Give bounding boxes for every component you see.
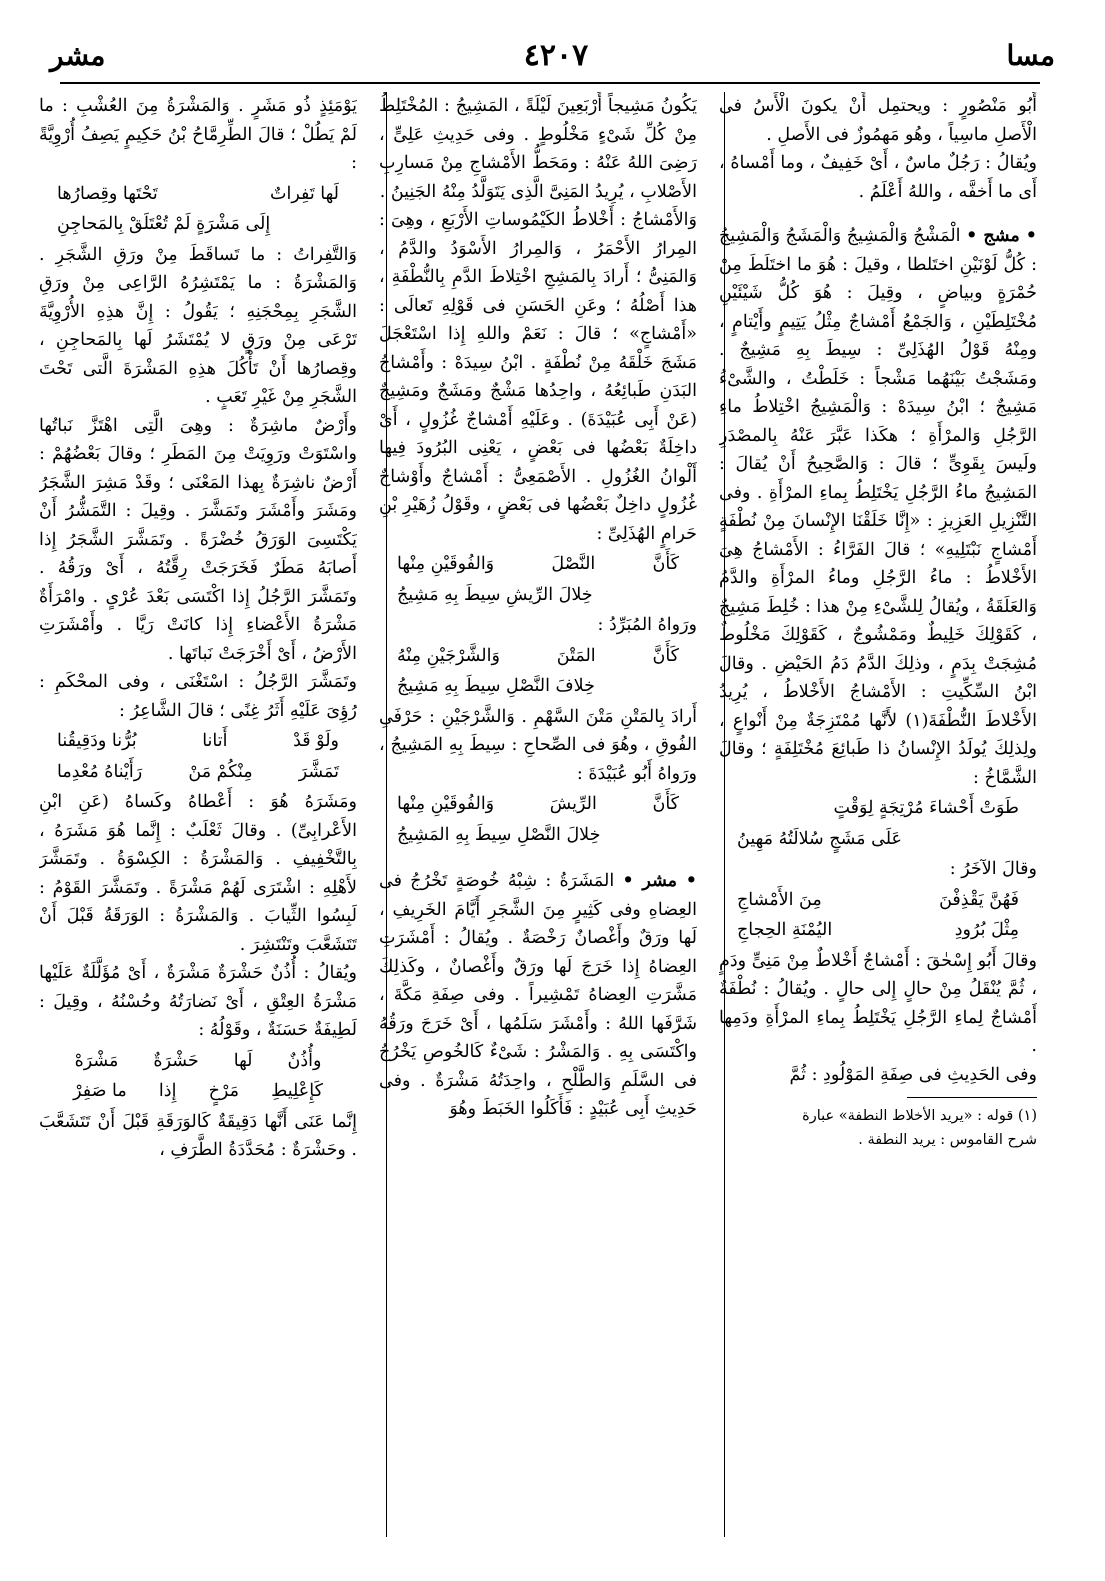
- verse-word: لَها: [233, 1050, 253, 1071]
- paragraph: إِنَّما عَنَى أَنَّها دَقِيقَةٌ كَالوَرَقَةِ قَبْلَ أَنْ تَتَشَعَّبَ . وحَشْرَةٌ : مُحَدَّدَةُ الطَّرَفِ ،: [39, 1111, 357, 1160]
- verse-word: كَأَنَّ: [652, 554, 679, 574]
- header-left-word: مشر: [50, 38, 106, 72]
- verse-line: [39, 210, 357, 239]
- spacer: [379, 851, 697, 867]
- entry-headword: • مشج •: [966, 226, 1037, 246]
- footnote: (١) قوله : «يريد الأخلاط النطفة» عبارة: [802, 1108, 1037, 1124]
- entry-mshr: [379, 867, 697, 1124]
- verse-word: كَإِعْلِيطِ: [271, 1081, 323, 1101]
- paragraph: وَالتَّفِراتُ : ما تَساقَطَ مِنْ ورَقِ الشَّجَرِ . وَالمَشْرَةُ : ما يَمْتَشِرُهُ الرَّاعِى مِنْ ورَقِ الشَّجَرِ بِمِحْجَنِهِ ؛ يَقُولُ : إِنَّ هذِهِ الأُرْوِيَّةَ تَرْعَى مِنْ ورَقٍ لا يُمْتَشَرُ لَها بِالمَحاجِنِ ، وقِصارُها أَنْ تَأْكُلَ هذِهِ المَشْرَةَ الَّتى تَحْتَ الشَّجَرِ مِنْ غَيْرِ تَعَبٍ .: [39, 244, 357, 407]
- verse-hemistich: خِلالَ النَّصْلِ سِيطَ بِهِ المَشِيجُ: [397, 824, 601, 845]
- entry-text: المَشَرَةُ : شِبْهُ خُوصَةٍ تَخْرُجُ فى العِضاهِ وفى كَثِيرٍ مِنَ الشَّجَرِ أَيَّامَ الخَرِيفِ ، لَها ورَقٌ وأَغْصانٌ رَخْصَةٌ . ويُقالُ : أَمْشَرَتِ العِضاهُ إِذا خَرَجَ لَها ورَقٌ وأَغْصانٌ ، وكَذلِكَ مَشَّرَتِ العِضاهُ تَمْشِيراً . وفى صِفَةِ مَكَّةَ ، شَرَّفَها اللهُ : وأَمْشَرَ سَلَمُها ، أَىْ خَرَجَ ورَقُهُ واكْتَسَى بِهِ . وَالمَشْرُ : شَىْءٌ كَالخُوصِ يَخْرُجُ فى السَّلَمِ وَالطَّلْحِ ، واحِدَتُهُ مَشْرَةٌ . وفى حَدِيثِ أَبِى عُبَيْدٍ : فَأَكَلُوا الخَبَطَ وهُوَ: [379, 871, 697, 1119]
- column-left: [39, 92, 357, 1532]
- column-middle: [379, 92, 697, 1532]
- paragraph: ويُقالُ : أُذُنٌ حَشْرَةٌ مَشْرَةٌ ، أَىْ مُؤَلَّلَةٌ عَلَيْها مَشْرَةُ العِتْقِ ، أَىْ نَضارَتُهُ وحُسْنُهُ ، وقِيلَ : لَطِيفَةٌ حَسَنَةٌ ، وقَوْلُهُ :: [39, 963, 357, 1040]
- verse-line: [379, 550, 697, 579]
- verse-word: وأُذُنٌ: [287, 1050, 322, 1071]
- verse-word: مِنَ الأَمْشاجِ: [737, 889, 822, 910]
- verse-word: اليُمْنَةِ الحِجاجِ: [737, 920, 833, 940]
- verse-word: وَالفُوقَيْنِ مِنْها: [397, 554, 495, 574]
- paragraph: وفى الحَدِيثِ فى صِفَةِ المَوْلُودِ : ثُمَّ: [789, 1064, 1037, 1085]
- verse-word: فَهُنَّ يَقْذِفْنَ: [939, 889, 1019, 910]
- verse-line: [379, 642, 697, 671]
- paragraph: أَرادَ بِالمَتْنِ مَتْنَ السَّهْمِ . وَالشَّرْجَيْنِ : حَرْفَىِ الفُوقِ ، وهُوَ فى الصِّحاحِ : سِيطَ بِهِ المَشِيجُ ، ورَواهُ أَبُو عُبَيْدَةَ :: [379, 706, 697, 784]
- verse-word: رَأَيْناهُ مُعْدِما: [57, 761, 143, 782]
- paragraph: ورَواهُ المُبَرِّدُ :: [597, 615, 697, 635]
- entry-headword: • مشر •: [622, 871, 697, 891]
- paragraph: وَالأَمْشاجُ : أَخْلاطُ الكَيْمُوساتِ الأَرْبَعِ ، وهِىَ : المِرارُ الأَحْمَرُ ، وَالمِرارُ الأَسْوَدُ والدَّمُ ، وَالمَنِىُّ ؛ أَرادَ بِالمَشِجِ اخْتِلاطَ الدَّمِ بِالنُّطْفَةِ ، هذا أَصْلُهُ ؛ وعَنِ الحَسَنِ فى قَوْلِهِ تَعالَى : «أَمْشاجٍ» ؛ قالَ : نَعَمْ واللهِ إِذا اسْتَعْجَلَ مَشَجَ خَلْقَهُ مِنْ نُطْفَةٍ . ابْنُ سِيدَهْ : وأَمْشاجُ البَدَنِ طَبائِعُهُ ، واحِدُها مَشْجٌ ومَشَجٌ ومَشِيجٌ (عَنْ أَبِى عُبَيْدَةَ) . وعَلَيْهِ أَمْشاجٌ غُزُولٍ ، أَىْ داخِلَةٌ بَعْضُها فى بَعْضٍ ، يَعْنِى البُرُودَ فِيها أَلْوانُ الغُزُولِ . الأَصْمَعِىُّ : أَمْشاجٌ وأَوْشاجٌ غُزُولٍ داخِلٌ بَعْضُها فى بَعْضٍ ، وقَوْلُ زُهَيْرِ بْنِ حَرامٍ الهُذَلِىِّ :: [379, 210, 697, 544]
- verse-line: [379, 672, 697, 701]
- verse-line: [39, 1077, 357, 1106]
- paragraph: يَوْمَئِذٍ ذُو مَشَرٍ . وَالمَشْرَةُ مِنَ العُشْبِ : ما لَمْ يَطُلْ ؛ قالَ الطِّرِمَّاحُ بْنُ حَكِيمٍ يَصِفُ أُرْوِيَّةً :: [39, 96, 357, 173]
- verse-word: النَّصْلَ: [551, 554, 596, 574]
- verse-hemistich: خِلافَ النَّصْلِ سِيطَ بِهِ مَشِيجُ: [397, 676, 595, 696]
- verse-word: مِثْلَ بُرُودِ: [954, 920, 1019, 940]
- verse-line: [39, 180, 357, 209]
- verse-hemistich: طَوَتْ أَحْشاءَ مُرْتِجَةٍ لِوَقْتٍ: [833, 798, 1019, 818]
- verse-word: الرِّيشَ: [549, 794, 597, 814]
- verse-word: مَشْرَهْ: [74, 1050, 119, 1071]
- verse-word: ما صَفِرْ: [73, 1081, 127, 1101]
- verse-line: [719, 916, 1037, 945]
- verse-word: كَأَنَّ: [652, 645, 679, 666]
- verse-word: أَتانا: [202, 731, 228, 751]
- page-number: ٤٢٠٧: [523, 37, 589, 73]
- paragraph: وقالَ الآخَرُ :: [949, 859, 1037, 879]
- verse-word: ولَوْ قَدْ: [293, 731, 339, 751]
- paragraph: ويُقالُ : رَجُلٌ ماسٌ ، أَىْ خَفِيفٌ ، وما أَمْساهُ ، أَى ما أَخفَّه ، واللهُ أَعْلَمُ .: [719, 153, 1037, 202]
- paragraph: يَكُونُ مَشِيجاً أَرْبَعِينَ لَيْلَةً ، المَشِيجُ : المُخْتَلِطُ مِنْ كُلِّ شَىْءٍ مَخْلُوطٍ . وفى حَدِيثِ عَلِىٍّ ، رَضِىَ اللهُ عَنْهُ : ومَحَطُّ الأَمْشاجِ مِنْ مَسارِبِ الأَصْلابِ ، يُرِيدُ المَنِىَّ الَّذِى يَتَوَلَّدُ مِنْهُ الجَنِينُ .: [379, 96, 697, 202]
- paragraph: وأَرْضٌ ماشِرَةٌ : وهِىَ الَّتِى اهْتَزَّ نَباتُها واسْتَوَتْ ورَوِيَتْ مِنَ المَطَرِ ؛ وقالَ بَعْضُهُمْ : أَرْضٌ ناشِرَةٌ بِهذا المَعْنَى ؛ وقَدْ مَشِرَ الشَّجَرُ ومَشَرَ وأَمْشَرَ وتَمَشَّرَ . وقِيلَ : التَّمَشُّرُ أَنْ يَكْتَسِىَ الوَرَقُ خُضْرَةً . وتَمَشَّرَ الشَّجَرُ إِذا أَصابَهُ مَطَرٌ فَخَرَجَتْ رِقَّتُهُ ، أَىْ ورَقُهُ . وتَمَشَّرَ الرَّجُلُ إِذا اكْتَسَى بَعْدَ عُرْىٍ . وامْرَأَةٌ مَشْرَةُ الأَعْضاءِ إِذا كانَتْ رَيَّا . وأَمْشَرَتِ الأَرْضُ ، أَىْ أَخْرَجَتْ نَباتَها .: [39, 415, 357, 664]
- verse-line: [39, 727, 357, 756]
- footnote-rule: [907, 1097, 1037, 1098]
- header-right-word: مسا: [1006, 38, 1055, 72]
- paragraph: أَبُو مَنْصُورٍ : ويحتمِل أَنْ يكونَ الْأَسُ فى الْأَصلِ ماسِياً ، وهُو مَهمُوزٌ فى الأَصلِ .: [719, 96, 1037, 145]
- verse-line: [39, 758, 357, 787]
- verse-line: [719, 886, 1037, 915]
- entry-mshj: [719, 222, 1037, 792]
- verse-word: لَها تَفِراتٌ: [269, 183, 339, 204]
- verse-word: مَرْخٍ: [208, 1081, 239, 1101]
- verse-word: تَمَشَّرَ: [298, 761, 339, 782]
- verse-hemistich: إِلَى مَشْرَةٍ لَمْ تُعْتَلَقْ بِالمَحاجِنِ: [57, 214, 271, 234]
- verse-hemistich: خِلالَ الرِّيشِ سِيطَ بِهِ مَشِيجُ: [397, 584, 593, 605]
- verse-word: إِذا: [158, 1081, 177, 1101]
- verse-line: [719, 794, 1037, 823]
- verse-word: المَتْنَ: [556, 645, 596, 666]
- verse-line: [719, 825, 1037, 854]
- column-right: [719, 92, 1037, 1537]
- verse-word: مِنْكُمْ مَنْ: [188, 761, 253, 782]
- verse-word: وَالفُوقَيْنِ مِنْها: [397, 794, 495, 814]
- verse-line: [39, 1047, 357, 1076]
- page-header: [50, 30, 1055, 80]
- verse-word: وَالشَّرْجَيْنِ مِنْهُ: [397, 645, 500, 666]
- footnote: شرح القاموس : يريد النطفة .: [858, 1132, 1037, 1148]
- spacer: [719, 206, 1037, 222]
- paragraph: وقالَ أَبُو إِسْحٰقَ : أَمْشاجٌ أَخْلاطٌ مِنْ مَنِىٍّ ودَمٍ ، ثُمَّ يُنْقَلُ مِنْ حالٍ إِلى حالٍ . ويُقالُ : نُطْفَةٌ أَمْشاجٌ لِماءِ الرَّجُلِ يَخْتَلِطُ بِماءِ المرْأَةِ ودَمِها .: [719, 950, 1037, 1056]
- verse-word: كَأَنَّ: [652, 794, 679, 814]
- verse-word: بُرُّنا ودَقِيقُنا: [57, 731, 137, 751]
- verse-line: [379, 790, 697, 819]
- verse-word: تَحْتَها وقِصارُها: [57, 183, 158, 204]
- verse-line: [379, 821, 697, 850]
- paragraph: ومَشَرَهُ هُوَ : أَعْطاهُ وكَساهُ (عَنِ ابْنِ الأَعْرابِىِّ) . وقالَ ثَعْلَبٌ : إِنَّما هُوَ مَشَرَهُ ، بِالتَّخْفِيفِ . وَالمَشْرَةُ : الكِسْوَةُ . وتَمَشَّرَ لأَهْلِهِ : اشْتَرَى لَهُمْ مَشْرَةً . وتَمَشَّرَ القَوْمُ : لَبِسُوا الثِّيابَ . وَالمَشْرَةُ : الوَرَقَةُ قَبْلَ أَنْ تَتَشَعَّبَ وتَنْتَشِرَ .: [39, 792, 357, 955]
- verse-word: حَشْرَةٌ: [153, 1050, 199, 1071]
- paragraph: وتَمَشَّرَ الرَّجُلُ : اسْتَغْنَى ، وفى المحْكَمِ : رُؤِىَ عَلَيْهِ أَثَرُ غِنًى ؛ قالَ الشَّاعِرُ :: [39, 672, 357, 721]
- entry-text: الْمَشْجُ وَالْمَشِيجُ وَالْمَشَجُ وَالْمَشِيجُ : كُلُّ لَوْنَيْنِ اختَلطا ، وقيلَ : هُوَ ما اختَلَطَ مِنْ حُمْرَةٍ وبياضٍ ، وقِيلَ : هُوَ كُلُّ شَيْئَيْنِ مُخْتَلِطَيْنِ ، وَالجَمْعُ أَمْشاجٌ مِثْلُ يَتِيمٍ وأَيْتامٍ ، ومِنْهُ قَوْلُ الهُذَلِىِّ : سِيطَ بِهِ مَشِيجٌ . ومَشَجْتُ بَيْنَهُما مَشْجاً : خَلَطْتُ ، والشَّىْءُ مَشِيجٌ ؛ ابْنُ سِيدَهْ : وَالْمَشِيجُ اخْتِلاطُ ماءِ الرَّجُلِ وَالمرْأَةِ ؛ هكَذا عَبَّرَ عَنْهُ بِالمصْدَرِ ولَيسَ بِقَوِىٍّ ؛ قالَ : وَالصَّحِيحُ أَنْ يُقالَ : المَشِيجُ ماءُ الرَّجُلِ يَخْتَلِطُ بِماءِ المرْأَةِ . وفى التَّنْزِيلِ العَزِيزِ : «إِنَّا خَلَقْنَا الإِنْسانَ مِنْ نُطْفَةٍ أَمْشاجٍ نَبْتَلِيهِ» ؛ قالَ الفَرَّاءُ : الأَمْشاجُ هِىَ الأَخْلاطُ : ماءُ الرَّجُلِ وماءُ المرْأَةِ والدَّمُ وَالعَلَقَةُ ، ويُقالُ لِلشَّىْءِ مِنْ هذا : خُلِطَ مَشِيجٌ ، كَقَوْلِكَ خَلِيطٌ ومَمْشُوجٌ ، كَقَوْلِكَ مَخْلُوطٌ مُشِجَتْ بِدَمٍ ، وذلِكَ الدَّمُ دَمُ الحَيْضِ . وقالَ ابْنُ السِّكِّيتِ : الأَمْشاجُ الأَخْلاطُ ، يُرِيدُ الأَخْلاطَ النُّطْفَةَ(١) لأَنَّها مُمْتَزِجَةٌ مِنْ أَنْواعٍ ، ولِذلِكَ يُولَدُ الإِنْسانُ ذا طَبائِعَ مُخْتَلِفَةٍ ؛ وقالَ الشَّمَّاخُ :: [719, 226, 1037, 788]
- verse-hemistich: عَلَى مَشَجٍ سُلالَتُهُ مَهِينُ: [737, 828, 902, 849]
- verse-line: [379, 581, 697, 610]
- header-rule: [60, 82, 1040, 84]
